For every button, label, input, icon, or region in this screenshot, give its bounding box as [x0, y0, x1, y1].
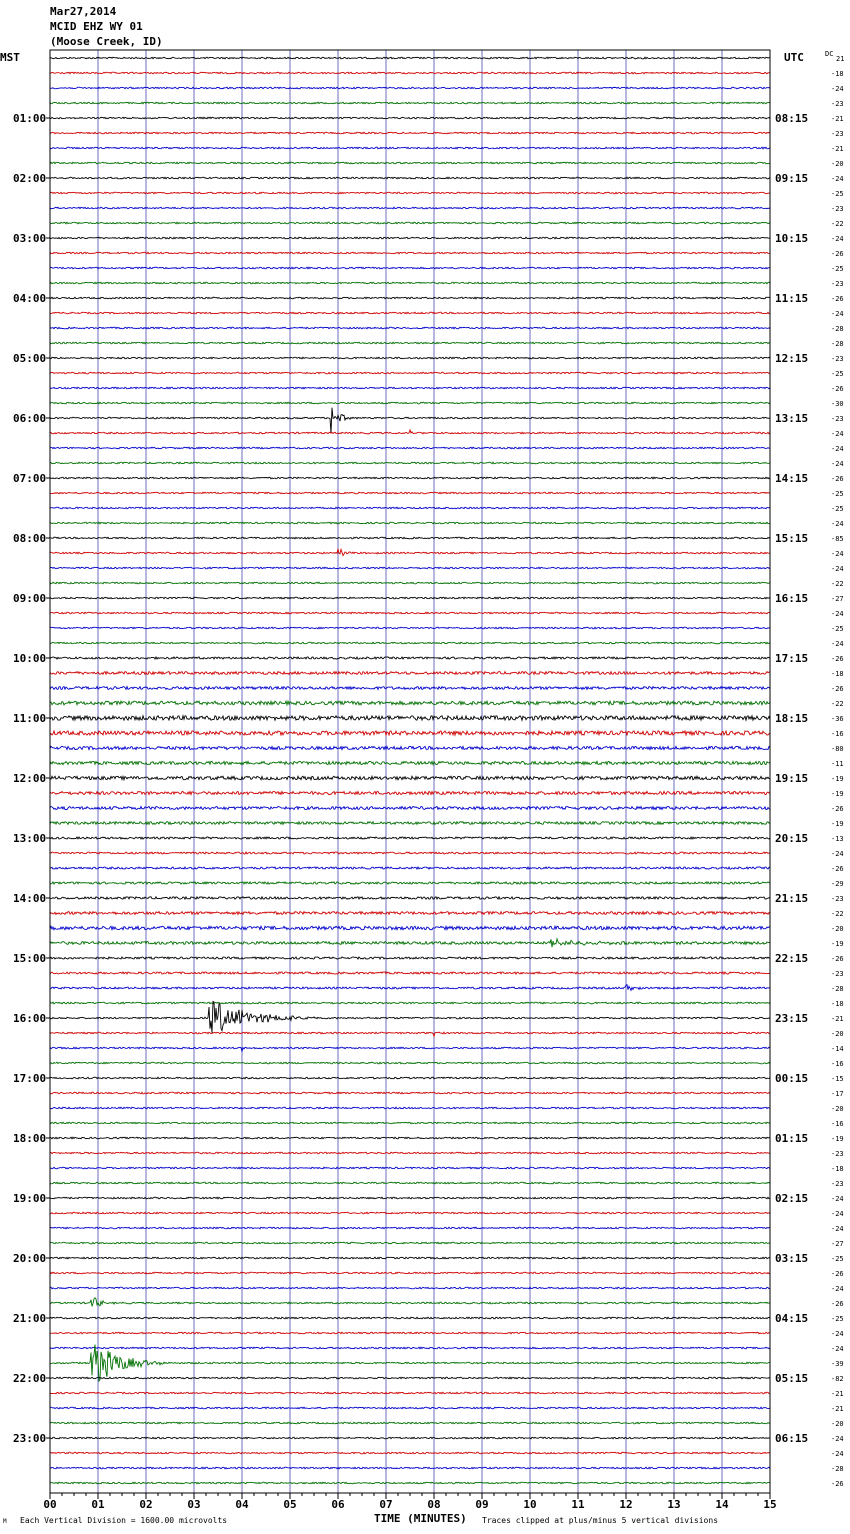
dc-offset-label: -19 — [831, 1135, 844, 1143]
dc-offset-label: -24 — [831, 640, 844, 648]
seismic-trace — [50, 776, 770, 780]
dc-offset-label: -24 — [831, 1225, 844, 1233]
dc-offset-label: -26 — [831, 385, 844, 393]
dc-offset-label: -25 — [831, 265, 844, 273]
seismic-trace — [50, 627, 770, 629]
dc-offset-label: -24 — [831, 1435, 844, 1443]
x-tick-label: 07 — [379, 1498, 393, 1511]
x-axis-label: TIME (MINUTES) — [374, 1512, 467, 1525]
dc-offset-label: -11 — [831, 760, 844, 768]
left-hour-label: 17:00 — [13, 1072, 47, 1085]
seismic-trace — [50, 642, 770, 644]
seismic-trace — [50, 192, 770, 194]
x-tick-label: 12 — [619, 1498, 633, 1511]
dc-offset-label: -13 — [831, 835, 844, 843]
seismic-trace — [50, 926, 770, 930]
x-tick-label: 13 — [667, 1498, 681, 1511]
seismic-trace — [50, 1212, 770, 1214]
dc-offset-label: -23 — [831, 895, 844, 903]
left-timezone-label: MST — [0, 51, 20, 64]
right-hour-label: 06:15 — [775, 1432, 809, 1445]
x-tick-label: 03 — [187, 1498, 201, 1511]
dc-offset-label: -22 — [831, 910, 844, 918]
seismic-trace — [50, 237, 770, 239]
seismic-trace — [50, 985, 770, 991]
seismic-trace — [50, 657, 770, 659]
seismic-trace — [50, 57, 770, 59]
dc-offset-label: -23 — [831, 1180, 844, 1188]
dc-offset-label: -26 — [831, 250, 844, 258]
seismic-trace — [50, 1257, 770, 1259]
dc-offset-label: -19 — [831, 820, 844, 828]
dc-offset-label: -20 — [831, 925, 844, 933]
seismic-trace — [50, 72, 770, 74]
seismic-trace — [50, 1062, 770, 1064]
seismic-trace — [50, 1272, 770, 1274]
dc-offset-label: -22 — [831, 220, 844, 228]
dc-offset-label: -18 — [831, 1000, 844, 1008]
seismic-trace — [50, 1377, 770, 1379]
seismic-trace — [50, 746, 770, 749]
dc-offset-label: -24 — [831, 85, 844, 93]
seismic-trace — [50, 1467, 770, 1469]
seismic-trace — [50, 1482, 770, 1484]
seismic-trace — [50, 1392, 770, 1394]
dc-offset-label: -24 — [831, 460, 844, 468]
left-hour-label: 03:00 — [13, 232, 47, 245]
dc-offset-label: -19 — [831, 940, 844, 948]
right-hour-label: 03:15 — [775, 1252, 809, 1265]
seismic-trace — [50, 1047, 770, 1051]
dc-offset-label: -24 — [831, 850, 844, 858]
seismic-trace — [50, 582, 770, 584]
seismic-trace — [50, 207, 770, 209]
seismic-trace — [50, 1227, 770, 1229]
dc-offset-label: -36 — [831, 715, 844, 723]
dc-offset-label: -24 — [831, 550, 844, 558]
dc-offset-label: -24 — [831, 1330, 844, 1338]
seismic-trace — [50, 672, 770, 675]
right-hour-label: 23:15 — [775, 1012, 809, 1025]
axes-layer — [13, 50, 844, 1511]
seismic-trace — [50, 1137, 770, 1139]
x-tick-label: 05 — [283, 1498, 297, 1511]
dc-offset-label: -24 — [831, 565, 844, 573]
station-code: MCID EHZ WY 01 — [50, 20, 143, 33]
x-tick-label: 09 — [475, 1498, 489, 1511]
seismic-trace — [50, 1422, 770, 1424]
dc-offset-label: -26 — [831, 805, 844, 813]
dc-offset-label: -25 — [831, 370, 844, 378]
dc-offset-label: -28 — [831, 985, 844, 993]
seismic-trace — [50, 1287, 770, 1289]
right-hour-label: 10:15 — [775, 232, 809, 245]
seismic-trace — [50, 1002, 770, 1004]
dc-offset-label: -20 — [831, 160, 844, 168]
left-hour-label: 08:00 — [13, 532, 47, 545]
dc-offset-label: -24 — [831, 310, 844, 318]
dc-offset-label: -28 — [831, 325, 844, 333]
x-tick-label: 04 — [235, 1498, 249, 1511]
dc-offset-label: -26 — [831, 1270, 844, 1278]
seismic-trace — [50, 327, 770, 329]
dc-offset-label: -21 — [831, 1405, 844, 1413]
seismic-trace — [50, 1092, 770, 1094]
seismic-trace — [50, 957, 770, 959]
seismic-trace — [50, 1077, 770, 1079]
seismic-trace — [50, 939, 770, 947]
dc-offset-label: -14 — [831, 1045, 844, 1053]
left-hour-label: 20:00 — [13, 1252, 47, 1265]
right-hour-label: 15:15 — [775, 532, 809, 545]
seismic-trace — [50, 1332, 770, 1334]
dc-offset-label: -24 — [831, 175, 844, 183]
seismic-trace — [50, 162, 770, 164]
dc-offset-label: -24 — [831, 430, 844, 438]
seismic-trace — [50, 567, 770, 569]
x-tick-label: 01 — [91, 1498, 105, 1511]
seismic-trace — [50, 447, 770, 449]
seismic-trace — [50, 297, 770, 299]
plot-border — [50, 50, 770, 1493]
right-hour-label: 02:15 — [775, 1192, 809, 1205]
seismic-trace — [50, 117, 770, 119]
dc-offset-label: -20 — [831, 1420, 844, 1428]
dc-offset-label: -26 — [831, 655, 844, 663]
dc-offset-label: -25 — [831, 505, 844, 513]
seismic-trace — [50, 267, 770, 269]
dc-offset-label: -23 — [831, 130, 844, 138]
dc-offset-label: -23 — [831, 100, 844, 108]
dc-offset-label: -16 — [831, 730, 844, 738]
dc-offset-label: -20 — [831, 1105, 844, 1113]
dc-offset-label: -24 — [831, 1210, 844, 1218]
dc-offset-label: -20 — [831, 1030, 844, 1038]
dc-offset-label: -24 — [831, 610, 844, 618]
dc-offset-label: -23 — [831, 355, 844, 363]
seismic-trace — [50, 822, 770, 825]
left-hour-label: 12:00 — [13, 772, 47, 785]
seismic-trace — [50, 731, 770, 735]
dc-offset-label: -25 — [831, 490, 844, 498]
seismic-trace — [50, 430, 770, 434]
dc-offset-label: -24 — [831, 1450, 844, 1458]
left-hour-label: 05:00 — [13, 352, 47, 365]
right-hour-label: 21:15 — [775, 892, 809, 905]
dc-offset-label: -25 — [831, 190, 844, 198]
dc-offset-label: -18 — [831, 1165, 844, 1173]
right-hour-label: 08:15 — [775, 112, 809, 125]
right-hour-label: 19:15 — [775, 772, 809, 785]
dc-offset-label: -24 — [831, 1285, 844, 1293]
seismic-trace — [50, 1437, 770, 1439]
seismic-trace — [50, 1452, 770, 1454]
right-hour-label: 11:15 — [775, 292, 809, 305]
seismic-trace — [50, 791, 770, 794]
dc-offset-label: -26 — [831, 1300, 844, 1308]
right-hour-label: 20:15 — [775, 832, 809, 845]
seismic-trace — [50, 972, 770, 974]
left-hour-label: 10:00 — [13, 652, 47, 665]
x-tick-label: 02 — [139, 1498, 153, 1511]
x-tick-label: 10 — [523, 1498, 537, 1511]
dc-offset-label: -27 — [831, 1240, 844, 1248]
left-hour-label: 11:00 — [13, 712, 47, 725]
dc-offset-label: -26 — [831, 955, 844, 963]
recording-date: Mar27,2014 — [50, 5, 117, 18]
left-hour-label: 19:00 — [13, 1192, 47, 1205]
dc-offset-label: -26 — [831, 295, 844, 303]
seismic-trace — [50, 597, 770, 599]
dc-offset-label: -21 — [831, 1015, 844, 1023]
seismic-trace — [50, 87, 770, 89]
dc-offset-label: -19 — [831, 790, 844, 798]
dc-offset-label: -23 — [831, 205, 844, 213]
dc-offset-label: -21 — [831, 1390, 844, 1398]
dc-offset-label: -27 — [831, 595, 844, 603]
dc-offset-label: -24 — [831, 235, 844, 243]
dc-offset-label: -26 — [831, 475, 844, 483]
seismic-trace — [50, 912, 770, 915]
x-tick-label: 14 — [715, 1498, 729, 1511]
seismic-trace — [50, 716, 770, 720]
seismic-trace — [50, 1197, 770, 1199]
seismic-trace — [50, 1182, 770, 1184]
traces-layer — [50, 57, 770, 1484]
clip-note: Traces clipped at plus/minus 5 vertical divisions — [482, 1516, 719, 1525]
seismic-trace — [50, 132, 770, 134]
dc-offset-label: -26 — [831, 685, 844, 693]
right-hour-label: 22:15 — [775, 952, 809, 965]
dc-offset-label: -26 — [831, 865, 844, 873]
dc-offset-label: -17 — [831, 1090, 844, 1098]
grid-layer — [50, 50, 770, 1493]
dc-offset-label: -16 — [831, 1060, 844, 1068]
dc-offset-label: -19 — [831, 775, 844, 783]
left-hour-label: 01:00 — [13, 112, 47, 125]
right-hour-label: 16:15 — [775, 592, 809, 605]
seismic-trace — [50, 852, 770, 854]
dc-offset-label: -25 — [831, 1315, 844, 1323]
right-hour-label: 13:15 — [775, 412, 809, 425]
left-hour-label: 22:00 — [13, 1372, 47, 1385]
dc-offset-label: -39 — [831, 1360, 844, 1368]
left-hour-label: 04:00 — [13, 292, 47, 305]
dc-offset-label: -23 — [831, 970, 844, 978]
seismic-trace — [50, 402, 770, 404]
dc-offset-label: 21 — [836, 55, 845, 63]
seismic-trace — [50, 882, 770, 884]
seismic-trace — [50, 612, 770, 614]
left-hour-label: 23:00 — [13, 1432, 47, 1445]
footer-mark: M — [3, 1518, 7, 1525]
right-hour-label: 12:15 — [775, 352, 809, 365]
dc-offset-label: -30 — [831, 400, 844, 408]
dc-offset-label: -21 — [831, 115, 844, 123]
scale-note: Each Vertical Division = 1600.00 microvolts — [20, 1516, 228, 1525]
x-tick-label: 08 — [427, 1498, 441, 1511]
dc-offset-label: -24 — [831, 520, 844, 528]
x-tick-label: 15 — [763, 1498, 777, 1511]
seismic-trace — [50, 222, 770, 224]
seismic-trace — [50, 1107, 770, 1109]
dc-offset-label: -29 — [831, 880, 844, 888]
dc-offset-label: -21 — [831, 145, 844, 153]
seismic-trace — [50, 1345, 770, 1381]
dc-offset-label: -23 — [831, 415, 844, 423]
right-hour-label: 17:15 — [775, 652, 809, 665]
dc-offset-label: -23 — [831, 280, 844, 288]
seismic-trace — [50, 1317, 770, 1319]
seismic-trace — [50, 177, 770, 179]
dc-offset-label: -22 — [831, 580, 844, 588]
seismic-trace — [50, 372, 770, 374]
seismic-trace — [50, 1407, 770, 1409]
seismic-trace — [50, 687, 770, 690]
seismic-trace — [50, 701, 770, 705]
dc-offset-label: -15 — [831, 1075, 844, 1083]
dc-offset-label: -28 — [831, 1465, 844, 1473]
seismic-trace — [50, 1167, 770, 1169]
seismic-trace — [50, 462, 770, 464]
seismic-trace — [50, 1152, 770, 1154]
seismic-trace — [50, 522, 770, 524]
seismic-trace — [50, 477, 770, 479]
left-hour-label: 07:00 — [13, 472, 47, 485]
right-hour-label: 04:15 — [775, 1312, 809, 1325]
seismic-trace — [50, 342, 770, 344]
seismic-trace — [50, 806, 770, 809]
seismic-trace — [50, 1122, 770, 1124]
left-hour-label: 16:00 — [13, 1012, 47, 1025]
dc-offset-label: -24 — [831, 1195, 844, 1203]
dc-offset-label: -23 — [831, 1150, 844, 1158]
right-timezone-label: UTC — [784, 51, 804, 64]
seismic-trace — [50, 837, 770, 839]
x-tick-label: 11 — [571, 1498, 585, 1511]
left-hour-label: 21:00 — [13, 1312, 47, 1325]
dc-offset-label: -18 — [831, 670, 844, 678]
seismic-trace — [50, 1032, 770, 1036]
seismic-trace — [50, 537, 770, 539]
x-tick-label: 00 — [43, 1498, 57, 1511]
dc-offset-label: -28 — [831, 340, 844, 348]
dc-offset-label: -80 — [831, 745, 844, 753]
right-hour-label: 00:15 — [775, 1072, 809, 1085]
seismic-trace — [50, 867, 770, 869]
dc-offset-label: -82 — [831, 1375, 844, 1383]
dc-label: DC — [825, 50, 834, 58]
seismic-trace — [50, 357, 770, 359]
left-hour-label: 06:00 — [13, 412, 47, 425]
dc-offset-label: -24 — [831, 445, 844, 453]
seismic-trace — [50, 761, 770, 764]
seismic-trace — [50, 312, 770, 314]
station-location: (Moose Creek, ID) — [50, 35, 163, 48]
seismic-trace — [50, 507, 770, 509]
left-hour-label: 02:00 — [13, 172, 47, 185]
seismic-trace — [50, 1347, 770, 1349]
right-hour-label: 01:15 — [775, 1132, 809, 1145]
right-hour-label: 09:15 — [775, 172, 809, 185]
seismic-trace — [50, 549, 770, 556]
dc-offset-label: -24 — [831, 1345, 844, 1353]
seismic-trace — [50, 282, 770, 284]
dc-offset-label: -18 — [831, 70, 844, 78]
dc-offset-label: -25 — [831, 625, 844, 633]
left-hour-label: 14:00 — [13, 892, 47, 905]
seismic-trace — [50, 147, 770, 149]
seismic-trace — [50, 1298, 770, 1307]
right-hour-label: 14:15 — [775, 472, 809, 485]
right-hour-label: 18:15 — [775, 712, 809, 725]
left-hour-label: 15:00 — [13, 952, 47, 965]
seismic-trace — [50, 102, 770, 104]
left-hour-label: 13:00 — [13, 832, 47, 845]
seismic-trace — [50, 1002, 770, 1033]
seismic-trace — [50, 492, 770, 494]
dc-offset-label: -25 — [831, 1255, 844, 1263]
dc-offset-label: -85 — [831, 535, 844, 543]
right-hour-label: 05:15 — [775, 1372, 809, 1385]
left-hour-label: 18:00 — [13, 1132, 47, 1145]
x-tick-label: 06 — [331, 1498, 345, 1511]
seismic-trace — [50, 387, 770, 389]
dc-offset-label: -26 — [831, 1480, 844, 1488]
dc-offset-label: -16 — [831, 1120, 844, 1128]
left-hour-label: 09:00 — [13, 592, 47, 605]
seismic-trace — [50, 252, 770, 254]
dc-offset-label: -22 — [831, 700, 844, 708]
seismic-trace — [50, 897, 770, 899]
seismic-trace — [50, 1242, 770, 1244]
